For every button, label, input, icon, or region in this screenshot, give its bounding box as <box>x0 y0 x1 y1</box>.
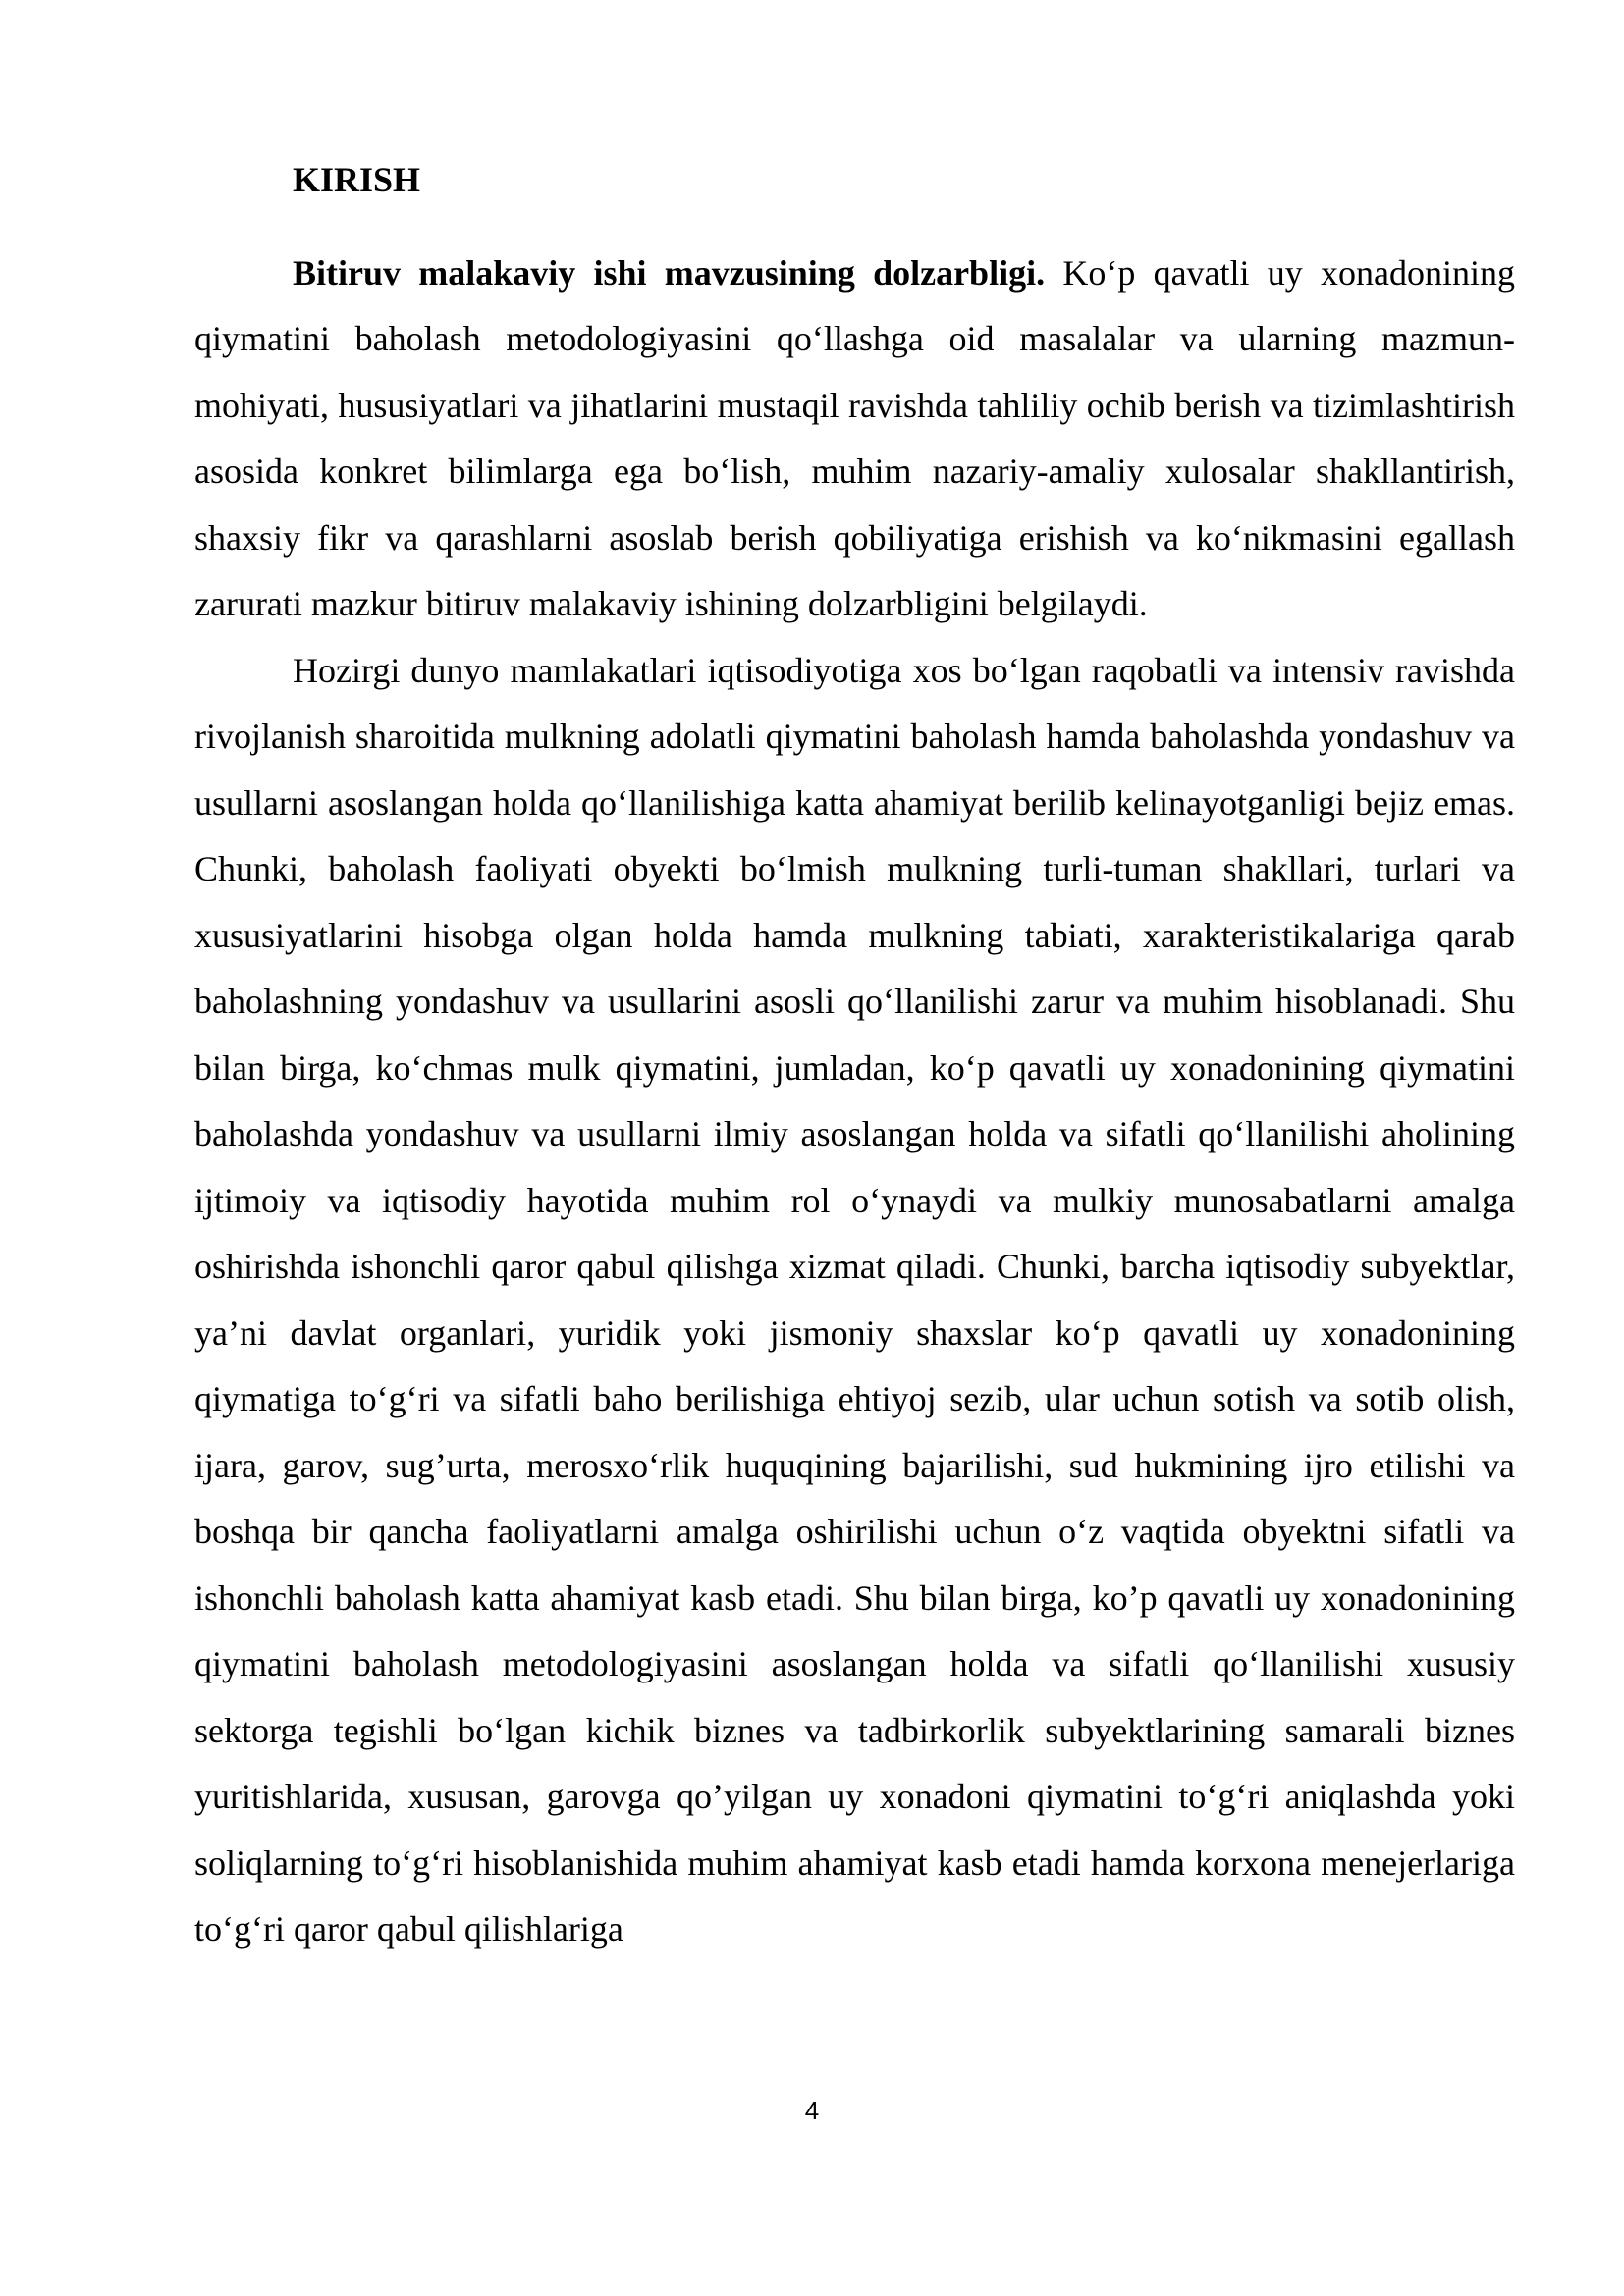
page-body <box>194 147 1515 1963</box>
section-heading: KIRISH <box>293 160 421 199</box>
paragraph-text: Hozirgi dunyo mamlakatlari iqtisodiyotiga xos bo‘lgan raqobatli va intensiv ravishda rivojlanish sharoitida mulkning adolatli qiymatini baholash hamda baholashda yondashuv va usullarni asoslangan holda qo‘llanilishiga katta ahamiyat berilib kelinayotganligi bejiz emas. Chunki, baholash faoliyati obyekti bo‘lmish mulkning turli-tuman shakllari, turlari va xususiyatlarini hisobga olgan holda hamda mulkning tabiati, xarakteristikalariga qarab baholashning yondashuv va usullarini asosli qo‘llanilishi zarur va muhim hisoblanadi. Shu bilan birga, ko‘chmas mulk qiymatini, jumladan, ko‘p qavatli uy xonadonining qiymatini baholashda yondashuv va usullarni ilmiy asoslangan holda va sifatli qo‘llanilishi aholining ijtimoiy va iqtisodiy hayotida muhim rol o‘ynaydi va mulkiy munosabatlarni amalga oshirishda ishonchli qaror qabul qilishga xizmat qiladi. Chunki, barcha iqtisodiy subyektlar, ya’ni davlat organlari, yuridik yoki jismoniy shaxslar ko‘p qavatli uy xonadonining qiymatiga to‘g‘ri va sifatli baho berilishiga ehtiyoj sezib, ular uchun sotish va sotib olish, ijara, garov, sug’urta, merosxo‘rlik huquqining bajarilishi, sud hukmining ijro etilishi va boshqa bir qancha faoliyatlarni amalga oshirilishi uchun o‘z vaqtida obyektni sifatli va ishonchli baholash katta ahamiyat kasb etadi. Shu bilan birga, ko’p qavatli uy xonadonining qiymatini baholash metodologiyasini asoslangan holda va sifatli qo‘llanilishi xususiy sektorga tegishli bo‘lgan kichik biznes va tadbirkorlik subyektlarining samarali biznes yuritishlarida, xususan, garovga qo’yilgan uy xonadoni qiymatini to‘g‘ri aniqlashda yoki soliqlarning to‘g‘ri hisoblanishida muhim ahamiyat kasb etadi hamda korxona menejerlariga to‘g‘ri qaror qabul qilishlariga <box>194 650 1515 1949</box>
paragraph-relevance <box>194 240 1515 638</box>
page-number: 4 <box>804 2096 820 2125</box>
paragraph-text: Ko‘p qavatli uy xonadonining qiymatini baholash metodologiyasini qo‘llashga oid masalalar va ularning mazmun-mohiyati, hususiyatlari va jihatlarini mustaqil ravishda tahliliy ochib berish va tizimlashtirish asosida konkret bilimlarga ega bo‘lish, muhim nazariy-amaliy xulosalar shakllantirish, shaxsiy fikr va qarashlarni asoslab berish qobiliyatiga erishish va ko‘nikmasini egallash zarurati mazkur bitiruv malakaviy ishining dolzarbligini belgilaydi. <box>194 252 1516 623</box>
paragraph-context <box>194 638 1515 1963</box>
paragraph-lead: Bitiruv malakaviy ishi mavzusining dolzarbligi. <box>293 252 1046 293</box>
